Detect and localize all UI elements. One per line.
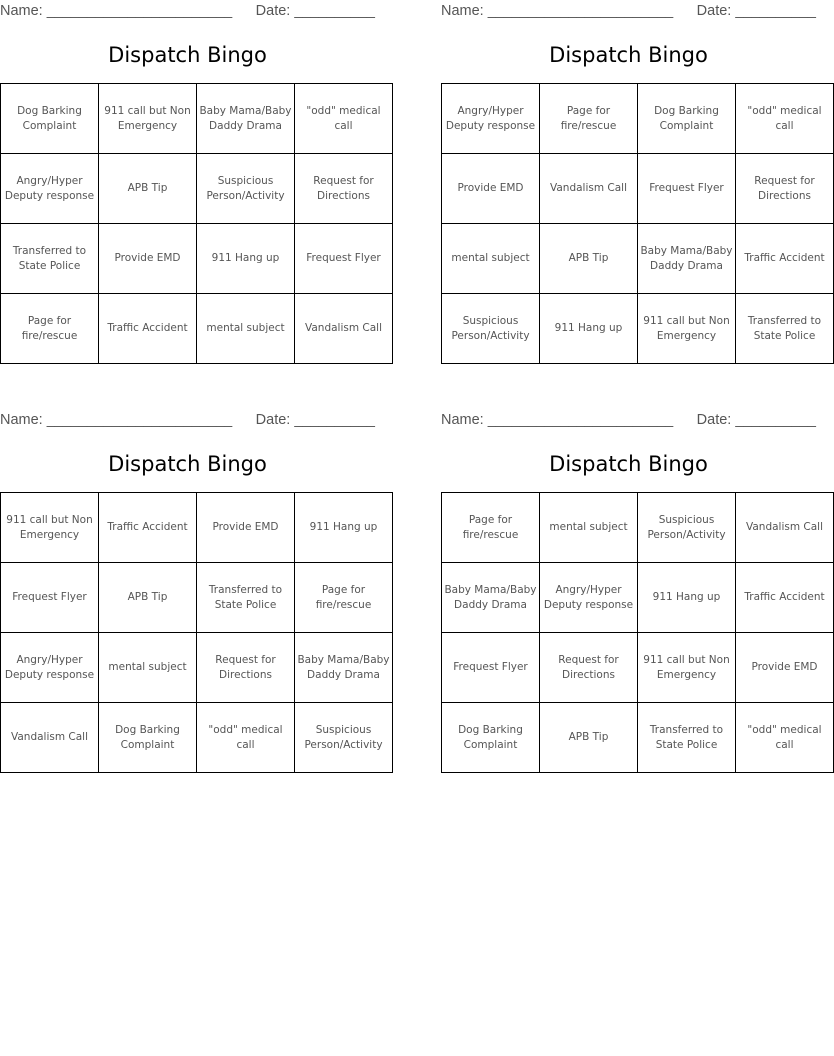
bingo-card-3 [0, 409, 390, 789]
grid-row [1, 633, 393, 703]
bingo-cell: mental subject [197, 294, 295, 364]
card-title: Dispatch Bingo [108, 43, 267, 67]
bingo-cell: APB Tip [99, 563, 197, 633]
bingo-cell: Request for Directions [197, 633, 295, 703]
bingo-cell: Vandalism Call [295, 294, 393, 364]
bingo-cell: Request for Directions [540, 633, 638, 703]
date-field: Date: __________ [696, 3, 816, 19]
bingo-cell: Request for Directions [295, 154, 393, 224]
bingo-card-4 [441, 409, 825, 789]
bingo-cell: Baby Mama/Baby Daddy Drama [638, 224, 736, 294]
bingo-cell: Frequest Flyer [295, 224, 393, 294]
grid-row [1, 224, 393, 294]
date-field: Date: __________ [255, 412, 375, 428]
bingo-cell: Vandalism Call [1, 703, 99, 773]
bingo-cell: 911 Hang up [295, 493, 393, 563]
card-title: Dispatch Bingo [549, 452, 708, 476]
bingo-cell: 911 Hang up [540, 294, 638, 364]
bingo-cell: Dog Barking Complaint [1, 84, 99, 154]
bingo-cell: Dog Barking Complaint [442, 703, 540, 773]
bingo-cell: Dog Barking Complaint [99, 703, 197, 773]
bingo-cell: Frequest Flyer [1, 563, 99, 633]
bingo-cell: Suspicious Person/Activity [442, 294, 540, 364]
grid-row [1, 563, 393, 633]
bingo-cell: APB Tip [99, 154, 197, 224]
name-field: Name: _______________________ [441, 412, 674, 428]
bingo-cell: 911 call but Non Emergency [1, 493, 99, 563]
grid-row [1, 294, 393, 364]
bingo-card-2 [441, 0, 825, 380]
bingo-cell: Transferred to State Police [1, 224, 99, 294]
bingo-cell: Baby Mama/Baby Daddy Drama [442, 563, 540, 633]
bingo-cell: Page for fire/rescue [1, 294, 99, 364]
bingo-cell: Dog Barking Complaint [638, 84, 736, 154]
grid-row [1, 493, 393, 563]
card-header [441, 1, 816, 21]
grid-row [1, 703, 393, 773]
bingo-cell: Traffic Accident [99, 493, 197, 563]
bingo-cell: Traffic Accident [736, 563, 834, 633]
card-title: Dispatch Bingo [108, 452, 267, 476]
card-header [0, 1, 375, 21]
card-title: Dispatch Bingo [549, 43, 708, 67]
grid-row [442, 493, 834, 563]
bingo-cell: Page for fire/rescue [295, 563, 393, 633]
date-field: Date: __________ [696, 412, 816, 428]
grid-row [442, 224, 834, 294]
grid-row [442, 84, 834, 154]
bingo-cell: "odd" medical call [295, 84, 393, 154]
bingo-cell: Provide EMD [197, 493, 295, 563]
grid-row [442, 294, 834, 364]
card-header [441, 410, 816, 430]
bingo-cell: Frequest Flyer [638, 154, 736, 224]
bingo-cell: Provide EMD [442, 154, 540, 224]
bingo-cell: Baby Mama/Baby Daddy Drama [295, 633, 393, 703]
bingo-cell: Transferred to State Police [736, 294, 834, 364]
bingo-cell: Vandalism Call [540, 154, 638, 224]
bingo-cell: Angry/Hyper Deputy response [442, 84, 540, 154]
bingo-cell: Baby Mama/Baby Daddy Drama [197, 84, 295, 154]
bingo-cell: mental subject [442, 224, 540, 294]
date-field: Date: __________ [255, 3, 375, 19]
bingo-cell: Suspicious Person/Activity [197, 154, 295, 224]
bingo-cell: Traffic Accident [736, 224, 834, 294]
bingo-cell: Angry/Hyper Deputy response [540, 563, 638, 633]
bingo-cell: 911 call but Non Emergency [638, 633, 736, 703]
bingo-card-1 [0, 0, 383, 380]
name-field: Name: _______________________ [0, 3, 233, 19]
bingo-cell: APB Tip [540, 224, 638, 294]
bingo-grid [0, 492, 393, 773]
bingo-cell: Angry/Hyper Deputy response [1, 154, 99, 224]
bingo-grid [441, 83, 834, 364]
bingo-cell: Angry/Hyper Deputy response [1, 633, 99, 703]
bingo-cell: "odd" medical call [736, 84, 834, 154]
grid-row [442, 633, 834, 703]
grid-row [442, 703, 834, 773]
bingo-grid [0, 83, 393, 364]
bingo-cell: mental subject [99, 633, 197, 703]
card-header [0, 410, 375, 430]
bingo-cell: 911 Hang up [638, 563, 736, 633]
bingo-cell: Request for Directions [736, 154, 834, 224]
bingo-cell: 911 Hang up [197, 224, 295, 294]
bingo-cell: "odd" medical call [197, 703, 295, 773]
grid-row [442, 154, 834, 224]
bingo-cell: Traffic Accident [99, 294, 197, 364]
bingo-cell: Page for fire/rescue [540, 84, 638, 154]
grid-row [1, 154, 393, 224]
bingo-cell: Suspicious Person/Activity [295, 703, 393, 773]
name-field: Name: _______________________ [0, 412, 233, 428]
bingo-cell: Suspicious Person/Activity [638, 493, 736, 563]
bingo-cell: Provide EMD [99, 224, 197, 294]
bingo-cell: "odd" medical call [736, 703, 834, 773]
grid-row [442, 563, 834, 633]
grid-row [1, 84, 393, 154]
bingo-cell: Frequest Flyer [442, 633, 540, 703]
bingo-cell: Transferred to State Police [638, 703, 736, 773]
name-field: Name: _______________________ [441, 3, 674, 19]
bingo-cell: 911 call but Non Emergency [99, 84, 197, 154]
bingo-cell: Page for fire/rescue [442, 493, 540, 563]
bingo-cell: Transferred to State Police [197, 563, 295, 633]
bingo-cell: Vandalism Call [736, 493, 834, 563]
bingo-grid [441, 492, 834, 773]
bingo-cell: mental subject [540, 493, 638, 563]
bingo-cell: APB Tip [540, 703, 638, 773]
bingo-cell: 911 call but Non Emergency [638, 294, 736, 364]
bingo-cell: Provide EMD [736, 633, 834, 703]
